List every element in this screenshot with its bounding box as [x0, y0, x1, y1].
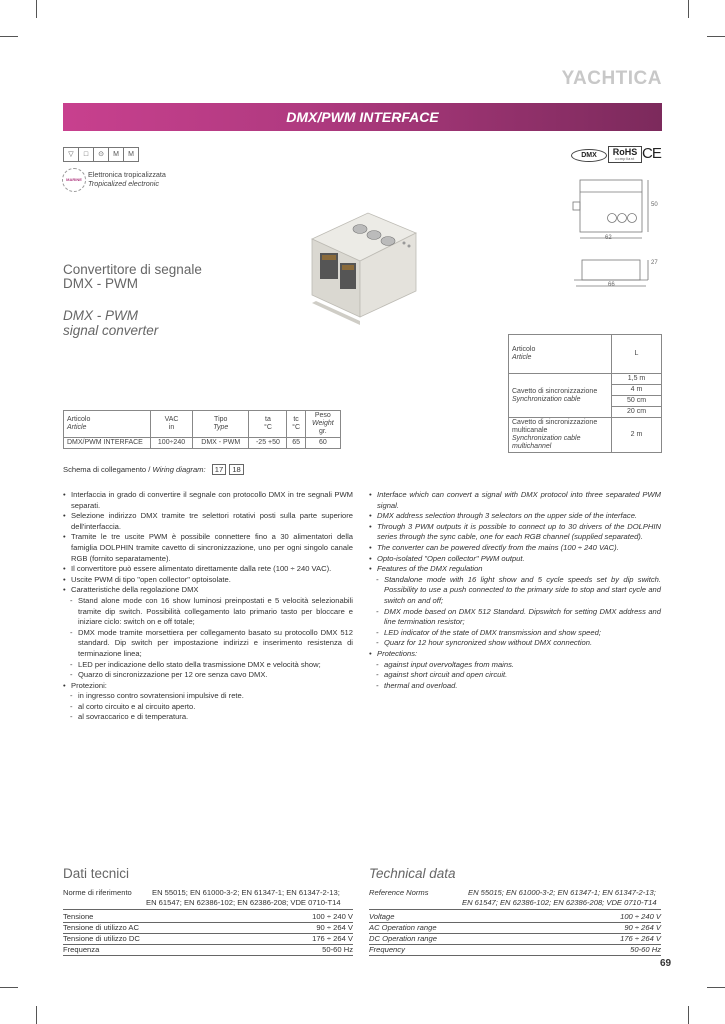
wiring-ref-17[interactable]: 17	[212, 464, 226, 475]
cell-tc: 65	[287, 438, 305, 449]
wiring-diagram-line	[63, 464, 244, 475]
item-text: Protections:	[377, 648, 418, 658]
item-text: Stand alone mode con 16 show luminosi preinpostati e 5 velocità selezionabili tramite dip switch. Possibilità collegamento lato primario tasto per bloccare e iniziare ciclo: switch on e off totale;	[78, 595, 353, 627]
crop-mark	[36, 0, 37, 18]
divider	[369, 909, 661, 910]
item-text: thermal and overload.	[384, 680, 458, 690]
dash-item	[369, 575, 661, 607]
cell-length: 50 cm	[612, 396, 662, 407]
table-row	[509, 374, 662, 385]
class-symbol-icon: □	[78, 147, 94, 162]
dash-item	[369, 660, 661, 671]
dash-item	[63, 596, 353, 628]
cell-length: 2 m	[612, 418, 662, 453]
dash-icon: -	[70, 670, 73, 680]
crop-mark	[707, 987, 725, 988]
header-vac-en: in	[168, 424, 175, 431]
header-ta: ta	[265, 416, 271, 423]
bullet-item	[369, 522, 661, 543]
product-name-en-2: signal converter	[63, 323, 159, 338]
item-text: Quarz for 12 hour syncronized show without DMX connection.	[384, 638, 593, 648]
dash-icon: -	[70, 701, 73, 711]
item-text: Interfaccia in grado di convertire il segnale con protocollo DMX in tre segnali PWM separati.	[71, 490, 353, 510]
cell-article: DMX/PWM INTERFACE	[64, 438, 151, 449]
divider	[369, 955, 661, 956]
item-text: Interface which can convert a signal with DMX protocol into three separated PWM signal.	[377, 490, 661, 510]
item-text: DMX address selection through 3 selectors on the upper side of the interface.	[377, 511, 638, 521]
product-name-en-1: DMX - PWM	[63, 308, 138, 323]
dash-icon: -	[70, 627, 73, 637]
tech-row-value: 176 ÷ 264 V	[312, 934, 353, 943]
dash-item	[369, 681, 661, 692]
tech-row-label: Frequenza	[63, 945, 100, 954]
item-text: LED per indicazione dello stato della trasmissione DMX e velocità show;	[78, 659, 321, 669]
product-name-it-2: DMX - PWM	[63, 276, 138, 291]
dash-icon: -	[376, 627, 379, 637]
bullet-item	[63, 490, 353, 511]
header-length: L	[612, 335, 662, 374]
header-tc-unit: °C	[292, 424, 301, 431]
cell-sync-cable-it: Cavetto di sincronizzazione	[512, 387, 598, 395]
rohs-logo-icon	[608, 146, 642, 163]
tech-row-label: Tensione	[63, 912, 94, 921]
dash-icon: -	[376, 680, 379, 690]
tech-data-title-en: Technical data	[369, 866, 456, 881]
item-text: Caratteristiche della regolazione DMX	[71, 585, 199, 595]
tech-row-label: Frequency	[369, 945, 405, 954]
header-article-en: Article	[512, 354, 532, 361]
item-text: Uscite PWM di tipo "open collector" optoisolate.	[71, 574, 231, 584]
dash-item	[63, 702, 353, 713]
bullet-icon: •	[369, 648, 372, 658]
bullet-item	[369, 511, 661, 522]
tech-row-value: 50-60 Hz	[322, 945, 353, 954]
cell-length: 4 m	[612, 385, 662, 396]
tech-row-value: 100 ÷ 240 V	[620, 912, 661, 921]
crop-mark	[688, 0, 689, 18]
product-image	[298, 205, 424, 325]
tech-row-label: Tensione di utilizzo DC	[63, 934, 140, 943]
cell-sync-cable-en: Synchronization cable	[512, 395, 581, 403]
page-title: DMX/PWM INTERFACE	[286, 109, 439, 125]
bullet-icon: •	[369, 490, 372, 499]
dash-icon: -	[376, 574, 379, 584]
item-text: Quarzo di sincronizzazione per 12 ore senza cavo DMX.	[78, 670, 268, 680]
rotary-selector-icon	[608, 214, 617, 223]
description-en	[369, 490, 661, 691]
table-row	[509, 418, 662, 453]
header-ta-unit: °C	[264, 424, 272, 431]
dmx-logo-icon: DMX	[571, 149, 607, 162]
rotary-selector-icon	[628, 214, 637, 223]
housing-outline	[580, 180, 642, 232]
header-article: Articolo	[67, 416, 91, 423]
dash-icon: -	[70, 712, 73, 722]
crop-mark	[36, 1006, 37, 1024]
bullet-item	[63, 575, 353, 586]
dash-item	[369, 628, 661, 639]
header-weight-en: Weight	[312, 420, 334, 427]
bullet-icon: •	[369, 511, 372, 521]
dash-item	[63, 660, 353, 671]
tropical-label-it: Elettronica tropicalizzata	[88, 170, 166, 179]
norms-line-1-it: EN 55015; EN 61000-3-2; EN 61347-1; EN 61347-2-13;	[152, 888, 340, 897]
header-vac: VAC	[164, 416, 179, 423]
dimension-label-62: 62	[605, 235, 612, 241]
bullet-item	[369, 543, 661, 554]
cell-multi-cable-en: multichannel	[512, 443, 552, 450]
class-symbol-icon: M	[123, 147, 139, 162]
cell-type: DMX - PWM	[193, 438, 249, 449]
bullet-item	[63, 585, 353, 596]
item-text: in ingresso contro sovratensioni impulsive di rete.	[78, 691, 244, 701]
tech-row-value: 50-60 Hz	[630, 945, 661, 954]
dash-item	[369, 670, 661, 681]
description-it	[63, 490, 353, 723]
bullet-icon: •	[63, 585, 66, 595]
bullet-icon: •	[63, 490, 66, 499]
tropical-label-en: Tropicalized electronic	[88, 179, 159, 188]
tech-row-value: 90 ÷ 264 V	[316, 923, 353, 932]
bullet-item	[63, 511, 353, 532]
tech-row-value: 100 ÷ 240 V	[312, 912, 353, 921]
item-text: The converter can be powered directly from the mains (100 ÷ 240 VAC).	[377, 542, 619, 552]
table-row	[64, 438, 341, 449]
table-header-row	[64, 411, 341, 438]
dimension-label-50: 50	[651, 202, 658, 208]
norms-label-it: Norme di riferimento	[63, 888, 132, 897]
header-article: Articolo	[512, 346, 536, 353]
cell-multi-cable-it: Cavetto di sincronizzazione	[512, 419, 598, 426]
class-symbol-icon: M	[108, 147, 124, 162]
dash-item	[63, 670, 353, 681]
rohs-sub-label: compliant	[615, 157, 635, 161]
tech-data-title-it: Dati tecnici	[63, 866, 130, 881]
norms-line-2-it: EN 61547; EN 62386-102; EN 62386-208; VDE 0710-T14	[146, 898, 341, 907]
spec-table	[63, 410, 341, 449]
item-text: Tramite le tre uscite PWM è possibile connettere fino a 30 alimentatori della famiglia DOLPHIN tramite cavetto di sincronizzazione, uno per ogni singolo canale RGB (fornito separatamente).	[71, 532, 353, 563]
dash-item	[63, 712, 353, 723]
tech-row-value: 90 ÷ 264 V	[624, 923, 661, 932]
title-banner	[63, 103, 662, 131]
class-symbol-icon: ▽	[63, 147, 79, 162]
bullet-item	[63, 681, 353, 692]
bullet-icon: •	[63, 574, 66, 584]
page-number: 69	[660, 958, 672, 969]
product-name-it-1: Convertitore di segnale	[63, 262, 202, 277]
bullet-item	[369, 554, 661, 565]
item-text: Standalone mode with 16 light show and 5 cycle speeds set by dip switch. Possibility to use a push connected to the primary side to stop and start cycle and switch on and off;	[384, 574, 661, 605]
bullet-icon: •	[369, 553, 372, 563]
housing-side-outline	[582, 260, 640, 280]
dash-icon: -	[376, 606, 379, 616]
crop-mark	[688, 1006, 689, 1024]
bullet-icon: •	[369, 521, 372, 531]
crop-mark	[0, 36, 18, 37]
dash-icon: -	[376, 659, 379, 669]
item-text: LED indicator of the state of DMX transmission and show speed;	[384, 627, 601, 637]
header-article-en: Article	[67, 424, 87, 431]
marine-badge-icon: MARINE	[62, 168, 86, 192]
item-text: Opto-isolated "Open collector" PWM output.	[377, 553, 525, 563]
dash-item	[63, 691, 353, 702]
rotary-switch-icon	[367, 231, 381, 240]
dash-item	[369, 607, 661, 628]
item-text: Selezione indirizzo DMX tramite tre selettori rotativi posti sulla parte superiore dell'interfaccia.	[71, 511, 353, 531]
dimension-label-27: 27	[651, 260, 658, 266]
tech-row-value: 176 ÷ 264 V	[620, 934, 661, 943]
bullet-icon: •	[63, 532, 66, 542]
rotary-switch-icon	[381, 237, 395, 246]
wiring-ref-18[interactable]: 18	[229, 464, 243, 475]
cell-multi-cable-en: Synchronization cable	[512, 435, 581, 442]
brand-logo: YACHTICA	[561, 68, 662, 89]
cell-vac: 100÷240	[151, 438, 193, 449]
ce-mark-icon: CE	[642, 145, 661, 162]
tech-row-label: Tensione di utilizzo AC	[63, 923, 139, 932]
bullet-item	[63, 564, 353, 575]
item-text: Il convertitore può essere alimentato direttamente dalla rete (100 ÷ 240 VAC).	[71, 564, 332, 574]
item-text: Protezioni:	[71, 680, 107, 690]
crop-mark	[707, 36, 725, 37]
item-text: DMX mode tramite morsettiera per collegamento basato su protocollo DMX 512 standard. Dip switch per impostazione indirizzi e inserimento resistenza di terminazione linea;	[78, 627, 353, 658]
item-text: Features of the DMX regulation	[377, 564, 483, 574]
header-type: Tipo	[214, 416, 228, 423]
cable-table	[508, 334, 662, 453]
bullet-item	[63, 532, 353, 564]
dimension-drawing-top	[568, 170, 662, 250]
cell-length: 1,5 m	[612, 374, 662, 385]
bullet-item	[369, 490, 661, 511]
bullet-icon: •	[63, 564, 66, 574]
rohs-label: RoHS	[612, 147, 638, 157]
item-text: al sovraccarico e di temperatura.	[78, 712, 189, 722]
bullet-icon: •	[369, 564, 372, 574]
crop-mark	[0, 987, 18, 988]
dash-icon: -	[70, 659, 73, 669]
wiring-label-it: Schema di collegamento /	[63, 465, 153, 474]
dash-icon: -	[70, 691, 73, 701]
header-weight-unit: gr.	[318, 428, 327, 435]
item-text: against short circuit and open circuit.	[384, 670, 508, 680]
dash-icon: -	[376, 638, 379, 648]
bullet-icon: •	[63, 511, 66, 521]
rotary-selector-icon	[618, 214, 627, 223]
divider	[63, 909, 353, 910]
dimension-label-66: 66	[608, 282, 615, 288]
bullet-item	[369, 564, 661, 575]
dash-icon: -	[376, 670, 379, 680]
dimension-drawing-side	[568, 252, 662, 292]
tech-row-label: DC Operation range	[369, 934, 437, 943]
rotary-switch-icon	[353, 225, 367, 234]
norms-label-en: Reference Norms	[369, 888, 429, 897]
header-tc: tc	[293, 416, 299, 423]
header-weight: Peso	[314, 412, 331, 419]
tech-row-label: Voltage	[369, 912, 395, 921]
header-type-en: Type	[213, 424, 229, 431]
item-text: against input overvoltages from mains.	[384, 659, 515, 669]
tech-row-label: AC Operation range	[369, 923, 437, 932]
item-text: DMX mode based on DMX 512 Standard. Dipswitch for setting DMX address and line termination resistor;	[384, 606, 661, 627]
class-symbol-icon: ⊙	[93, 147, 109, 162]
cell-multi-cable-it: multicanale	[512, 427, 548, 434]
item-text: Through 3 PWM outputs it is possible to connect up to 30 drivers of the DOLPHIN series through the sync cable, one for each RGB channel (supplied separated).	[377, 521, 661, 542]
cell-length: 20 cm	[612, 407, 662, 418]
dash-icon: -	[70, 595, 73, 605]
norms-line-2-en: EN 61547; EN 62386-102; EN 62386-208; VDE 0710-T14	[462, 898, 657, 907]
cell-ta: -25 +50	[249, 438, 287, 449]
norms-line-1-en: EN 55015; EN 61000-3-2; EN 61347-1; EN 61347-2-13;	[468, 888, 656, 897]
cell-weight: 60	[305, 438, 340, 449]
divider	[63, 955, 353, 956]
dash-item	[63, 628, 353, 660]
table-header-row	[509, 335, 662, 374]
wiring-label-en: Wiring diagram:	[152, 465, 206, 474]
bullet-icon: •	[63, 680, 66, 690]
dash-item	[369, 638, 661, 649]
bullet-item	[369, 649, 661, 660]
item-text: al corto circuito e al circuito aperto.	[78, 701, 196, 711]
bullet-icon: •	[369, 542, 372, 552]
